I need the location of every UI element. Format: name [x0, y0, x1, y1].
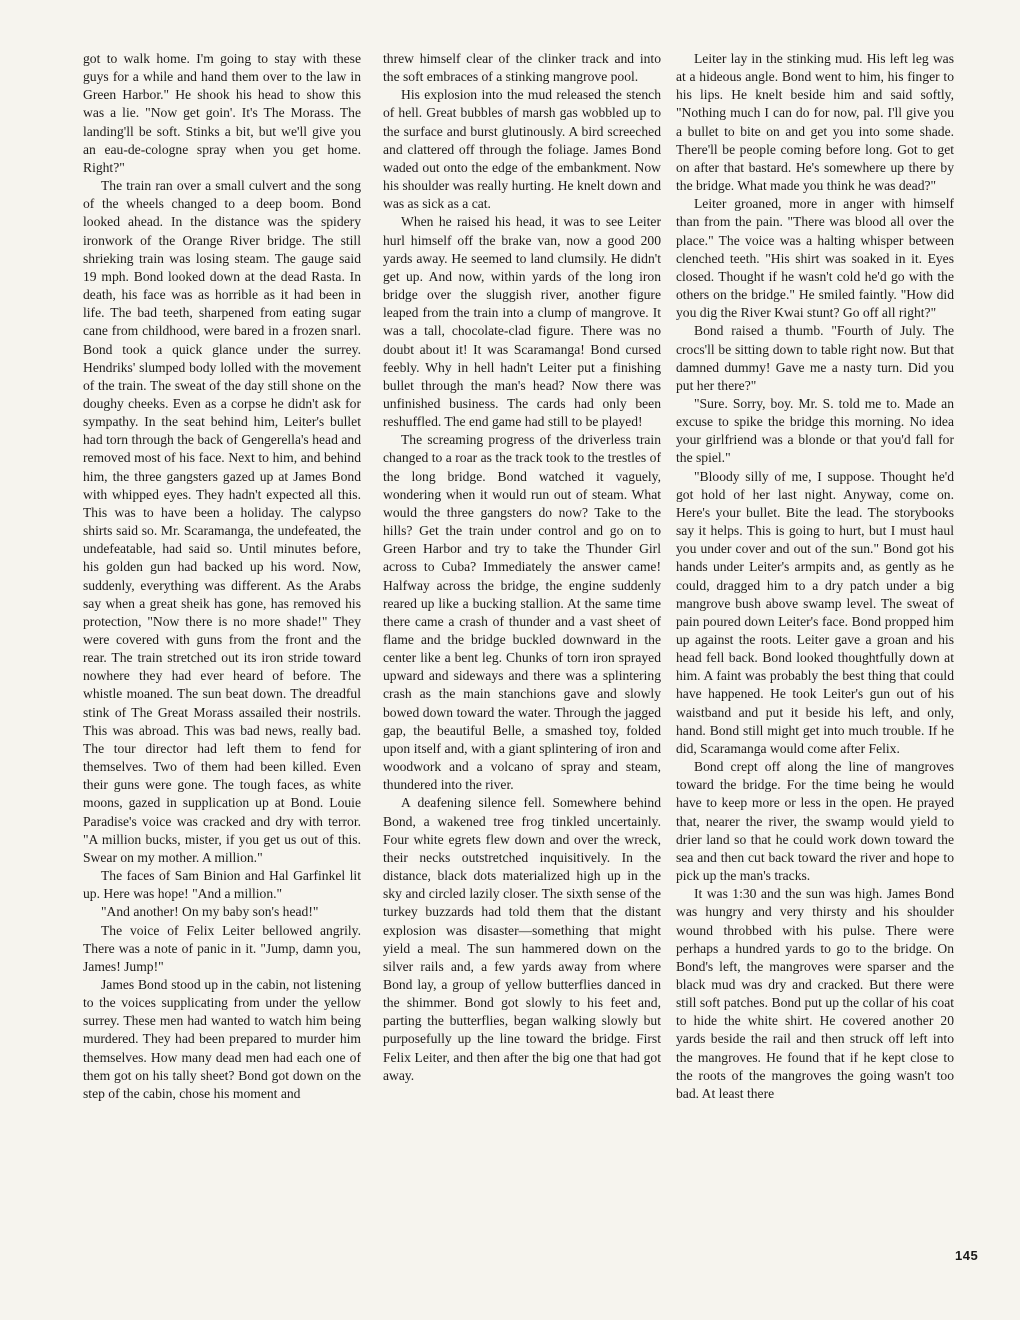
- paragraph: Bond raised a thumb. "Fourth of July. The crocs'll be sitting down to table right now. But that damned dummy! Gave me a nasty turn. Did you put her there?": [676, 323, 954, 393]
- paragraph: Leiter lay in the stinking mud. His left leg was at a hideous angle. Bond went to him, his finger to his lips. He knelt beside him and said softly, "Nothing much I can do for now, pal. I'll give you a bullet to bite on and get you into some shade. There'll be people coming before long. Got to get on after that bastard. He's somewhere up there by the bridge. What made you think he was dead?": [676, 51, 954, 194]
- paragraph: It was 1:30 and the sun was high. James Bond was hungry and very thirsty and his shoulder wound throbbed with his pulse. There were perhaps a hundred yards to go to the bridge. On Bond's left, the mangroves were sparser and the black mud was dry and cracked. But there were still soft patches. Bond put up the collar of his coat to hide the white shirt. He covered another 20 yards beside the rail and then struck off left into the mangroves. He found that if he kept close to the roots of the mangroves the going wasn't too bad. At least there: [676, 886, 954, 1101]
- paragraph: James Bond stood up in the cabin, not listening to the voices supplicating from under the yellow surrey. These men had wanted to watch him being murdered. They had been prepared to murder him themselves. How many dead men had each one of them got on his tally sheet? Bond got down on the step of the cabin, chose his moment and: [83, 976, 361, 1101]
- paragraph: The voice of Felix Leiter bellowed angrily. There was a note of panic in it. "Jump, damn you, James! Jump!": [83, 922, 361, 974]
- text-column-left: [83, 50, 361, 1103]
- paragraph: His explosion into the mud released the stench of hell. Great bubbles of marsh gas wobbled up to the surface and burst glutinously. A bird screeched and clattered off through the foliage. James Bond waded out onto the edge of the embankment. Now his shoulder was really hurting. He knelt down and was as sick as a cat.: [383, 87, 661, 212]
- paragraph: "And another! On my baby son's head!": [101, 904, 319, 920]
- paragraph: got to walk home. I'm going to stay with these guys for a while and hand them over to the law in Green Harbor." He shook his head to show this was a lie. "Now get goin'. It's The Morass. The landing'll be soft. Stinks a bit, but we'll give you an eau-de-cologne spray when you get home. Right?": [83, 51, 361, 175]
- page-number: 145: [955, 1248, 979, 1263]
- paragraph: The faces of Sam Binion and Hal Garfinkel lit up. Here was hope! "And a million.": [83, 868, 361, 902]
- text-column-right: [676, 50, 954, 1103]
- paragraph: When he raised his head, it was to see Leiter hurl himself off the brake van, now a good 200 yards away. He seemed to land clumsily. He didn't get up. And now, within yards of the long iron bridge over the sluggish river, another figure leaped from the train into a clump of mangrove. It was a tall, chocolate-clad figure. There was no doubt about it! It was Scaramanga! Bond cursed feebly. Why in hell hadn't Leiter put a finishing bullet through the man's head? Now there was unfinished business. The cards had only been reshuffled. The end game had still to be played!: [383, 214, 661, 430]
- paragraph: Bond crept off along the line of mangroves toward the bridge. For the time being he would have to keep more or less in the open. He prayed that, nearer the river, the swamp would yield to drier land so that he could work down toward the sea and then cut back toward the river and hope to pick up the man's tracks.: [676, 759, 954, 884]
- paragraph: A deafening silence fell. Somewhere behind Bond, a wakened tree frog tinkled uncertainly. Four white egrets flew down and over the wreck, their necks outstretched inquisitively. In the distance, black dots materialized high up in the sky and circled lazily closer. The sixth sense of the turkey buzzards had told them that the distant explosion was disaster—something that might yield a meal. The sun hammered down on the silver rails and, a few yards away from where Bond lay, a group of yellow butterflies danced in the shimmer. Bond got slowly to his feet and, parting the butterflies, began walking slowly but purposefully up the line toward the bridge. First Felix Leiter, and then after the big one that had got away.: [383, 795, 661, 1083]
- paragraph: Leiter groaned, more in anger with himself than from the pain. "There was blood all over the place." The voice was a halting whisper between clenched teeth. "His shirt was soaked in it. Eyes closed. Thought if he wasn't cold he'd go with the others on the bridge." He smiled faintly. "How did you dig the River Kwai stunt? Go off all right?": [676, 196, 954, 321]
- paragraph: threw himself clear of the clinker track and into the soft embraces of a stinking mangrove pool.: [383, 51, 661, 85]
- text-column-middle: [383, 50, 661, 1085]
- paragraph: The train ran over a small culvert and the song of the wheels changed to a deep boom. Bond looked ahead. In the distance was the spidery ironwork of the Orange River bridge. The still shrieking train was losing steam. The gauge said 19 mph. Bond looked down at the dead Rasta. In death, his face was as horrible as it had been in life. The bad teeth, sharpened from eating sugar cane from childhood, were bared in a frozen snarl. Bond took a quick glance under the surrey. Hendriks' slumped body lolled with the movement of the train. The sweat of the day still shone on the doughy cheeks. Even as a corpse he didn't ask for sympathy. In the seat behind him, Leiter's bullet had torn through the back of Gengerella's head and removed most of his face. Next to him, and behind him, the three gangsters gazed up at James Bond with whipped eyes. They hadn't expected all this. This was to have been a holiday. The calypso shirts said so. Mr. Scaramanga, the undefeated, the undefeatable, had said so. Until minutes before, his golden gun had backed up his word. Now, suddenly, everything was different. As the Arabs say when a great sheik has gone, has removed his protection, "Now there is no more shade!" They were covered with guns from the front and the rear. The train stretched out its iron stride toward nowhere they had ever heard of before. The whistle moaned. The sun beat down. The dreadful stink of The Great Morass assailed their nostrils. This was abroad. This was bad news, really bad. The tour director had left them to fend for themselves. Two of them had been killed. Even their guns were gone. The tough faces, as white moons, gazed in supplication up at Bond. Louie Paradise's voice was cracked and dry with terror. "A million bucks, mister, if you get us out of this. Swear on my mother. A million.": [83, 178, 361, 865]
- paragraph: "Bloody silly of me, I suppose. Thought he'd got hold of her last night. Anyway, come on. Here's your bullet. Bite the lead. The storybooks say it helps. This is going to hurt, but I must haul you under cover and out of the sun." Bond got his hands under Leiter's armpits and, as gently as he could, dragged him to a dry patch under a big mangrove bush above swamp level. The sweat of pain poured down Leiter's face. Bond propped him up against the roots. Leiter gave a groan and his head fell back. Bond looked thoughtfully down at him. A faint was probably the best thing that could have happened. He took Leiter's gun out of his waistband and put it beside his left, and only, hand. Bond still might get into much trouble. If he did, Scaramanga would come after Felix.: [676, 468, 954, 756]
- paragraph: "Sure. Sorry, boy. Mr. S. told me to. Made an excuse to spike the bridge this morning. No idea your girlfriend was a blonde or that you'd fall for the spiel.": [676, 395, 954, 466]
- paragraph: The screaming progress of the driverless train changed to a roar as the track took to the trestles of the long bridge. Bond watched it vaguely, wondering when it would run out of steam. What would the three gangsters do now? Take to the hills? Get the train under control and go on to Green Harbor and try to take the Thunder Girl across to Cuba? Immediately the answer came! Halfway across the bridge, the engine suddenly reared up like a bucking stallion. At the same time there came a crash of thunder and a vast sheet of flame and the bridge buckled downward in the center like a bent leg. Chunks of torn iron sprayed upward and sideways and there was a splintering crash as the main stanchions gave and slowly bowed down toward the water. Through the jagged gap, the beautiful Belle, a smashed toy, folded upon itself and, with a giant splintering of iron and woodwork and a volcano of spray and steam, thundered into the river.: [383, 432, 661, 793]
